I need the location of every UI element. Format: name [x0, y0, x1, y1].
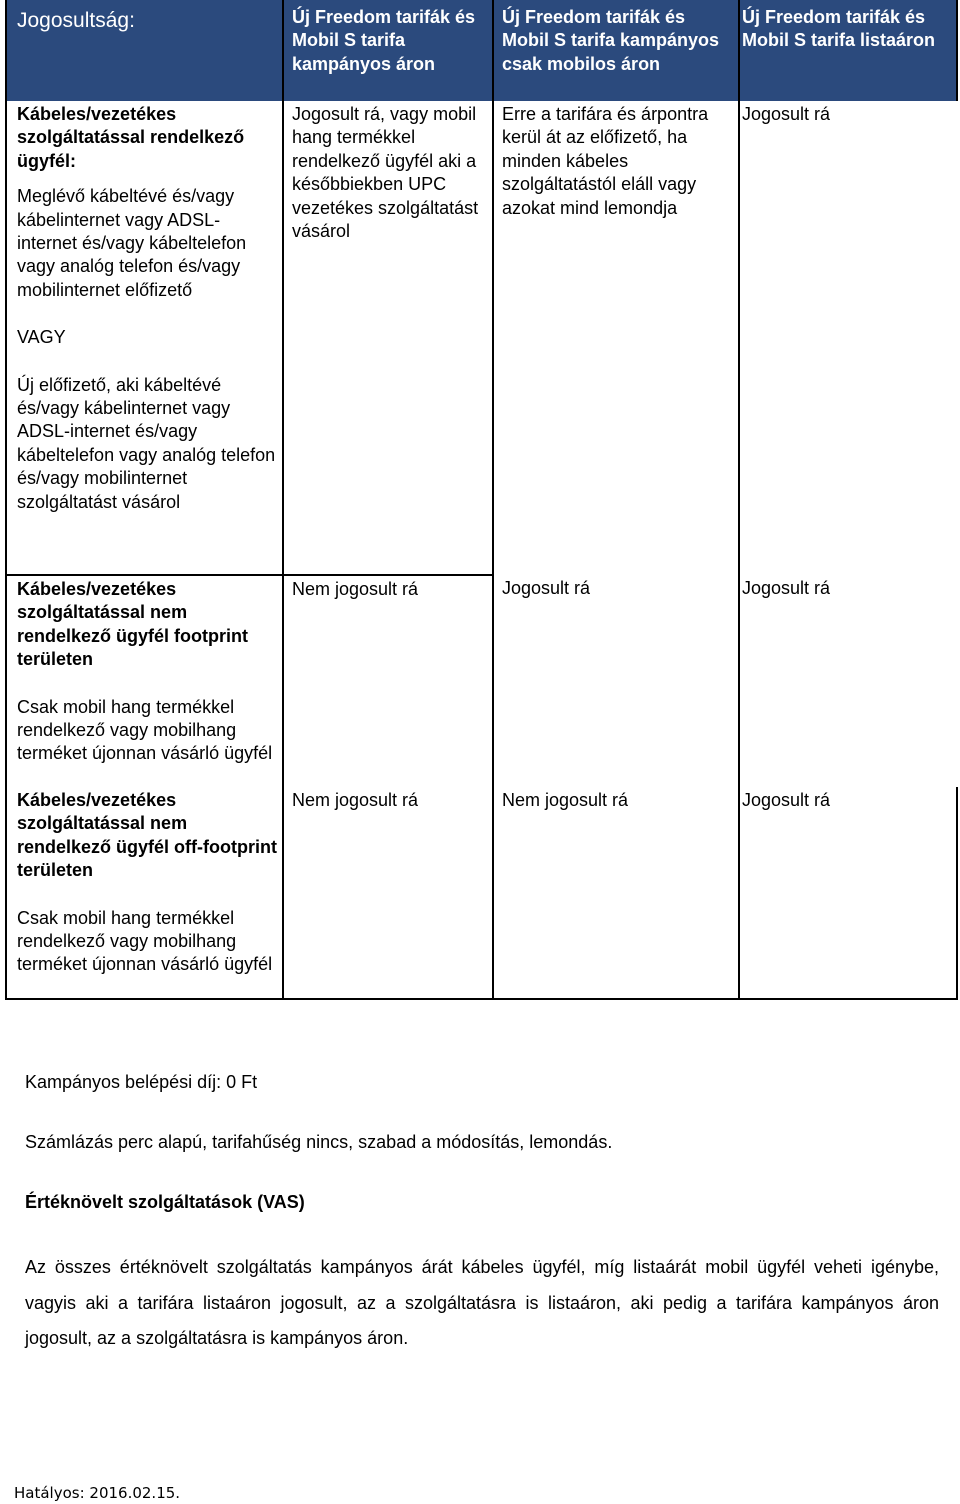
row1-mobile-only-cell: Erre a tarifára és árpontra kerül át az előfizető, ha minden kábeles szolgáltatástól eláll vagy azokat mind lemondja: [493, 101, 739, 575]
row1-campaign-cell: Jogosult rá, vagy mobil hang termékkel rendelkező ügyfél aki a későbbiekben UPC vezetékes szolgáltatást vásárol: [283, 101, 493, 575]
header-eligibility: Jogosultság:: [6, 0, 283, 101]
row2-list-price-cell: Jogosult rá: [739, 575, 957, 787]
table-row: [6, 575, 957, 787]
vas-heading: Értéknövelt szolgáltatások (VAS): [25, 1192, 305, 1212]
row3-eligibility-cell: [6, 787, 283, 999]
row3-campaign-cell: Nem jogosult rá: [283, 787, 493, 999]
row3-title: Kábeles/vezetékes szolgáltatással nem rendelkező ügyfél off-footprint területen: [17, 790, 277, 881]
row3-description: Csak mobil hang termékkel rendelkező vagy mobilhang terméket újonnan vásárló ügyfél: [17, 907, 273, 975]
row2-mobile-only-cell: Jogosult rá: [493, 575, 739, 787]
row2-eligibility-cell: [6, 575, 283, 787]
row1-list-price-cell: Jogosult rá: [739, 101, 957, 575]
header-campaign-price: Új Freedom tarifák és Mobil S tarifa kampányos áron: [283, 0, 493, 101]
table-row: [6, 101, 957, 575]
table-row: [6, 787, 957, 999]
row2-description: Csak mobil hang termékkel rendelkező vagy mobilhang terméket újonnan vásárló ügyfél: [17, 696, 273, 764]
table-header-row: [6, 0, 957, 101]
entry-fee-text: Kampányos belépési díj: 0 Ft: [25, 1072, 258, 1092]
row1-description-new: Új előfizető, aki kábeltévé és/vagy kábelinternet vagy ADSL-internet és/vagy kábeltelefon vagy analóg telefon és/vagy mobilinternet szolgáltatást vásárol: [17, 374, 276, 512]
header-mobile-only-price: Új Freedom tarifák és Mobil S tarifa kampányos csak mobilos áron: [493, 0, 739, 101]
header-list-price: Új Freedom tarifák és Mobil S tarifa listaáron: [739, 0, 957, 101]
row1-description-existing: Meglévő kábeltévé és/vagy kábelinternet vagy ADSL-internet és/vagy kábeltelefon vagy analóg telefon és/vagy mobilinternet előfizető: [17, 186, 247, 300]
eligibility-table: [5, 0, 958, 1000]
row1-or-label: VAGY: [17, 327, 66, 348]
row2-campaign-cell: Nem jogosult rá: [283, 575, 493, 787]
effective-date: Hatályos: 2016.02.15.: [14, 1484, 181, 1502]
row2-title: Kábeles/vezetékes szolgáltatással nem rendelkező ügyfél footprint területen: [17, 579, 249, 670]
vas-paragraph: Az összes értéknövelt szolgáltatás kampányos árát kábeles ügyfél, míg listaárát mobil ügyfél veheti igénybe, vagyis aki a tarifára listaáron jogosult, az a szolgáltatásra is listaáron, aki pedig a tarifára kampányos áron jogosult, az a szolgáltatásra is kampányos áron.: [25, 1257, 939, 1348]
billing-text: Számlázás perc alapú, tarifahűség nincs, szabad a módosítás, lemondás.: [25, 1132, 613, 1152]
row3-list-price-cell: Jogosult rá: [739, 787, 957, 999]
row1-title: Kábeles/vezetékes szolgáltatással rendelkező ügyfél:: [17, 104, 245, 171]
row1-eligibility-cell: [6, 101, 283, 575]
row3-mobile-only-cell: Nem jogosult rá: [493, 787, 739, 999]
